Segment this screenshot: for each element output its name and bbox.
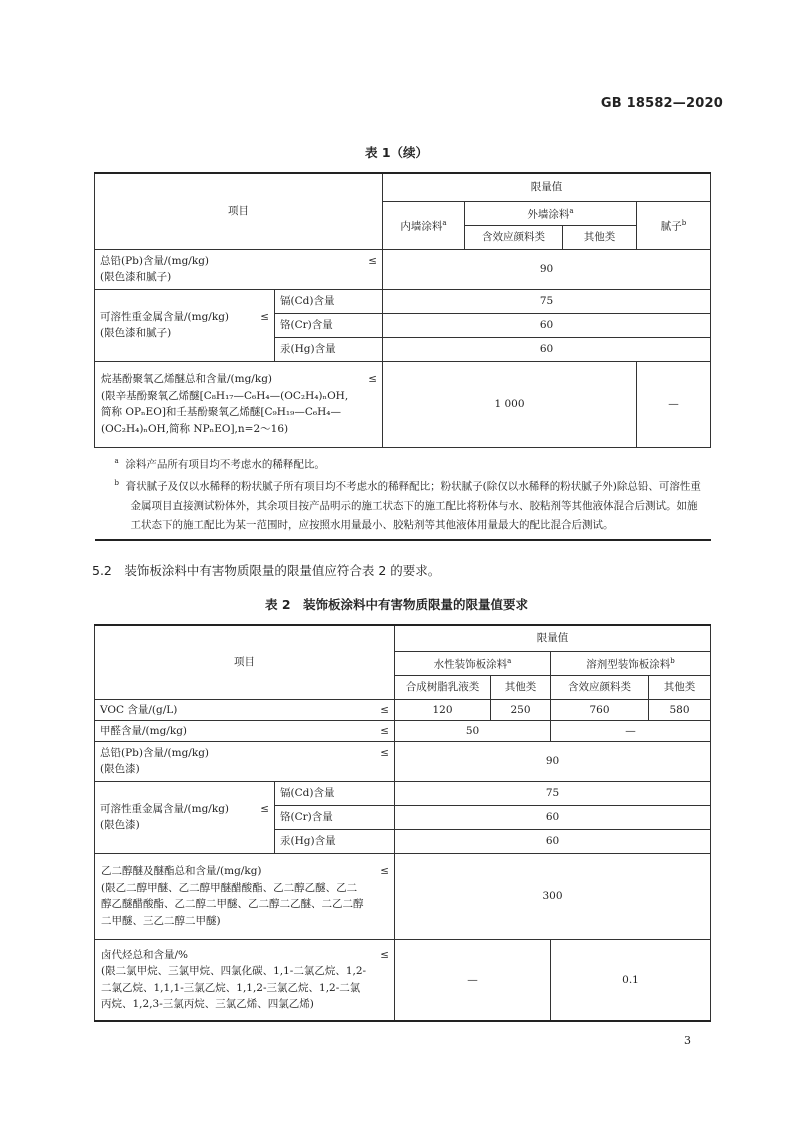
t2-lead-label: 总铅(Pb)含量/(mg/kg) ≤ (限色漆): [95, 741, 395, 781]
t2-halocarbon-label: 卤代烃总和含量/% ≤ (限二氯甲烷、三氯甲烷、四氯化碳、1,1-二氯乙烷、1,2- 二氯乙烷、1,1,1-三氯乙烷、1,1,2-三氯乙烷、1,2-二氯 丙烷、1,2,3-三氯丙烷、三氯乙烯、四氯乙烯): [95, 939, 395, 1021]
t1-hg-value: 60: [383, 337, 711, 361]
table2: [94, 624, 711, 1022]
t1-interior-header: 内墙涂料$^a$: [383, 201, 465, 249]
t1-note-a: $^a$ 涂料产品所有项目均不考虑水的稀释配比。: [114, 456, 325, 470]
t2-glycol-ether-value: 300: [395, 853, 711, 939]
t1-cr-label: 铬(Cr)含量: [275, 313, 383, 337]
t2-solvent-header: 溶剂型装饰板涂料$^b$: [551, 651, 711, 675]
t1-effect-header: 含效应颜料类: [465, 225, 563, 249]
t1-exterior-header: 外墙涂料$^a$: [465, 201, 637, 225]
t2-glycol-ether-label: 乙二醇醚及醚酯总和含量/(mg/kg) ≤ (限乙二醇甲醚、乙二醇甲醚醋酸酯、乙二醇乙醚、乙二 醇乙醚醋酸酯、乙二醇二甲醚、乙二醇二乙醚、二乙二醇 二甲醚、三乙二醇二甲醚): [95, 853, 395, 939]
t1-note-b: $^b$ 膏状腻子及仅以水稀释的粉状腻子所有项目均不考虑水的稀释配比；粉状腻子(除仅以水稀释的粉状腻子外)除总铅、可溶性重金属项目直接测试粉体外，其余项目按产品明示的施工状态下的施工配比将粉体与水、胶粘剂等其他液体混合后测试。如施工状态下的施工配比为某一范围时，应按照水用量最小、胶粘剂等其他液体用量最大的配比混合后测试。: [114, 479, 701, 531]
t1-item-header: 项目: [95, 173, 383, 249]
page-number: 3: [684, 1034, 691, 1047]
t1-lead-value: 90: [383, 249, 711, 289]
t2-voc-value: 120: [395, 699, 491, 720]
t2-effect-header: 含效应颜料类: [551, 675, 649, 699]
t2-formaldehyde-water: 50: [395, 720, 551, 741]
t2-other2-header: 其他类: [649, 675, 711, 699]
t2-voc-label: VOC 含量/(g/L) ≤: [95, 699, 395, 720]
t2-lead-value: 90: [395, 741, 711, 781]
table1: [94, 172, 711, 541]
t1-ape-putty: —: [637, 361, 711, 447]
table1-caption: 表 1（续）: [364, 145, 429, 160]
t1-cd-value: 75: [383, 289, 711, 313]
t2-cr-label: 铬(Cr)含量: [275, 805, 395, 829]
t2-resin-header: 合成树脂乳液类: [395, 675, 491, 699]
t2-item-header: 项目: [95, 625, 395, 699]
standard-number: GB 18582—2020: [600, 96, 723, 111]
t2-hg-label: 汞(Hg)含量: [275, 829, 395, 853]
t2-voc-value: 760: [551, 699, 649, 720]
t2-halocarbon-solvent: 0.1: [551, 939, 711, 1021]
table2-caption: 表 2 装饰板涂料中有害物质限量的限量值要求: [264, 597, 529, 612]
clause-5-2: 5.2 装饰板涂料中有害物质限量的限量值应符合表 2 的要求。: [92, 563, 441, 578]
t1-putty-header: 腻子$^b$: [637, 201, 711, 249]
t1-hg-label: 汞(Hg)含量: [275, 337, 383, 361]
t2-limit-header: 限量值: [395, 625, 711, 651]
t2-voc-value: 250: [491, 699, 551, 720]
t2-formaldehyde-label: 甲醛含量/(mg/kg) ≤: [95, 720, 395, 741]
t2-heavy-metal-label: 可溶性重金属含量/(mg/kg) ≤ (限色漆): [95, 781, 275, 853]
t1-notes: [95, 447, 711, 540]
t2-water-header: 水性装饰板涂料$^a$: [395, 651, 551, 675]
t2-halocarbon-water: —: [395, 939, 551, 1021]
t2-voc-value: 580: [649, 699, 711, 720]
t1-heavy-metal-label: 可溶性重金属含量/(mg/kg) ≤ (限色漆和腻子): [95, 289, 275, 361]
t2-cr-value: 60: [395, 805, 711, 829]
t1-ape-value: 1 000: [383, 361, 637, 447]
t1-ape-label: 烷基酚聚氧乙烯醚总和含量/(mg/kg) ≤ (限辛基酚聚氧乙烯醚[C₈H₁₇—C₆H₄—(OC₂H₄)ₙOH, 简称 OPₙEO]和壬基酚聚氧乙烯醚[C₉H₁₉—C₆H₄— (OC₂H₄)ₙOH,简称 NPₙEO],n=2～16): [95, 361, 383, 447]
t1-cd-label: 镉(Cd)含量: [275, 289, 383, 313]
t2-formaldehyde-solvent: —: [551, 720, 711, 741]
t2-hg-value: 60: [395, 829, 711, 853]
t1-cr-value: 60: [383, 313, 711, 337]
t2-other1-header: 其他类: [491, 675, 551, 699]
t1-limit-header: 限量值: [383, 173, 711, 201]
t2-cd-label: 镉(Cd)含量: [275, 781, 395, 805]
t1-lead-label: 总铅(Pb)含量/(mg/kg) ≤ (限色漆和腻子): [95, 249, 383, 289]
t1-other-header: 其他类: [563, 225, 637, 249]
t2-cd-value: 75: [395, 781, 711, 805]
